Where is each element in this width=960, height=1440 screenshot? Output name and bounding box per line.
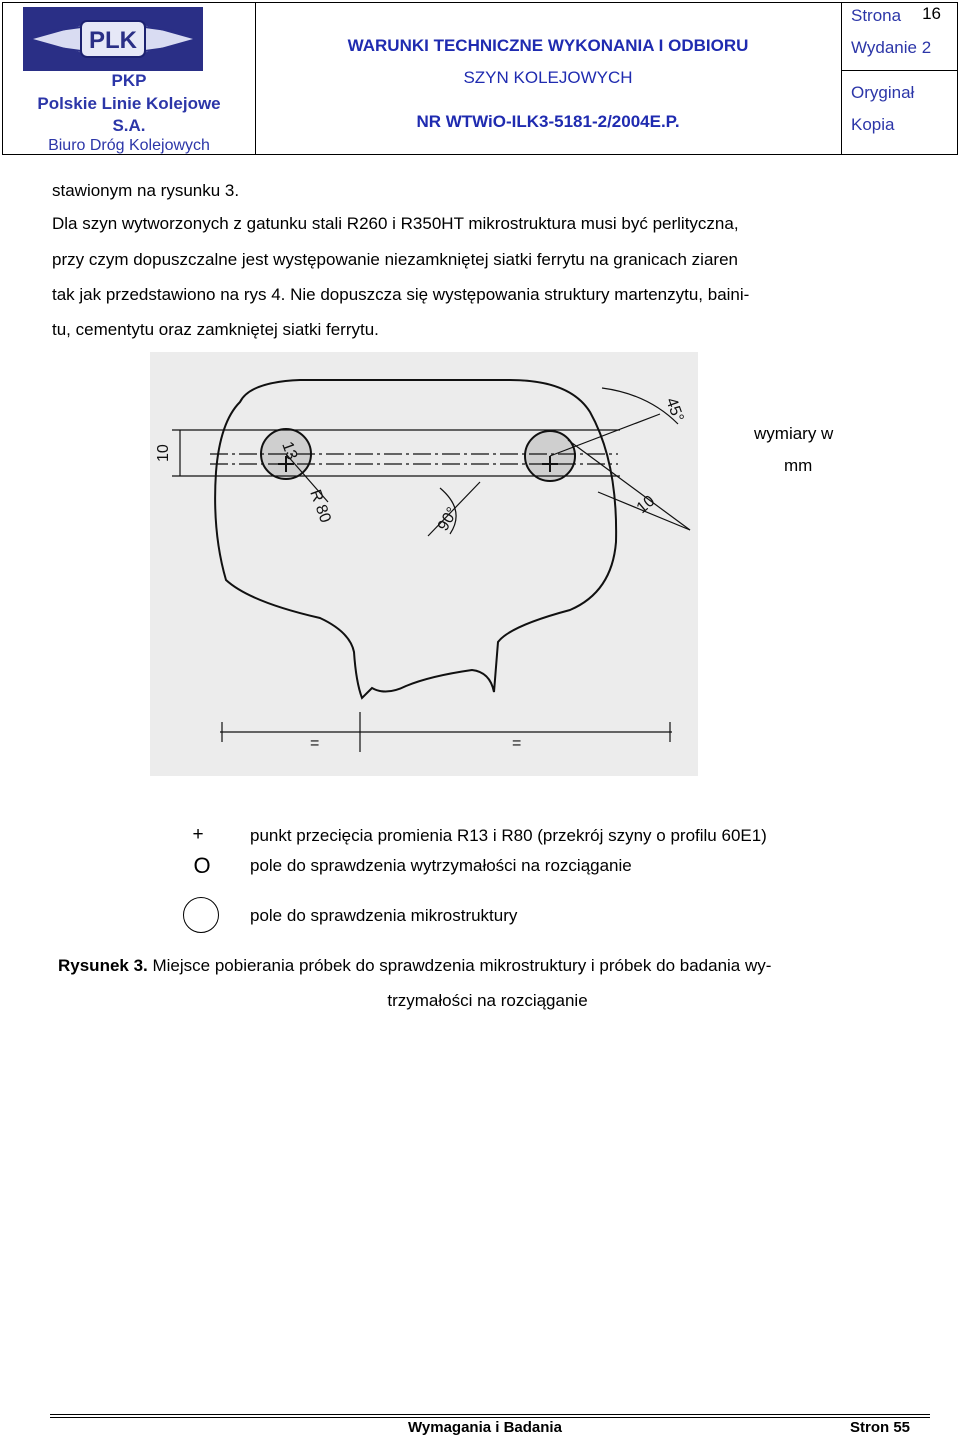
logo-text: PLK xyxy=(89,27,137,54)
caption-text-line2: trzymałości na rozciąganie xyxy=(387,991,588,1010)
plk-logo xyxy=(23,7,203,71)
doc-title: WARUNKI TECHNICZNE WYKONANIA I ODBIORU xyxy=(347,36,749,55)
org-sa: S.A. xyxy=(112,116,146,135)
doc-subtitle: SZYN KOLEJOWYCH xyxy=(463,68,633,87)
dim-10-left-label: 10 xyxy=(155,444,172,462)
legend-plus-symbol: + xyxy=(192,824,204,845)
copy-label: Kopia xyxy=(851,115,895,134)
body-line-2: Dla szyn wytworzonych z gatunku stali R260 i R350HT mikrostruktura musi być perlityczna, xyxy=(52,214,739,233)
caption-text-line1: Miejsce pobierania próbek do sprawdzenia mikrostruktury i próbek do badania wy- xyxy=(147,956,772,975)
header-title-cell xyxy=(255,3,842,154)
body-line-4: tak jak przedstawiono na rys 4. Nie dopuszcza się występowania struktury martenzytu, baini- xyxy=(52,285,750,304)
page-info xyxy=(841,3,957,71)
org-name: Polskie Linie Kolejowe xyxy=(37,94,221,113)
dim-10-right-label: 10 xyxy=(633,492,659,518)
legend-plus-text: punkt przecięcia promienia R13 i R80 (przekrój szyny o profilu 60E1) xyxy=(250,826,767,845)
figure-caption xyxy=(58,949,928,983)
footer-section: Wymagania i Badania xyxy=(408,1419,562,1436)
edition: Wydanie 2 xyxy=(851,38,932,57)
header-meta-cell xyxy=(841,3,957,154)
org-division: Biuro Dróg Kolejowych xyxy=(48,137,210,154)
page-number: 16 xyxy=(922,4,941,23)
caption-line-2-wrap xyxy=(0,984,960,1018)
footer-page-count: Stron 55 xyxy=(850,1419,911,1436)
rail-cross-section-drawing xyxy=(150,352,698,776)
caption-label: Rysunek 3. xyxy=(58,956,148,975)
units-note-line1: wymiary w xyxy=(754,424,834,443)
rail-profile-svg xyxy=(150,352,698,776)
legend-circle-text: pole do sprawdzenia mikrostruktury xyxy=(250,906,518,925)
body-line-3: przy czym dopuszczalne jest występowanie niezamkniętej siatki ferrytu na granicach ziaren xyxy=(52,250,738,269)
units-note-line2: mm xyxy=(784,456,813,475)
doc-number: NR WTWiO-ILK3-5181-2/2004E.P. xyxy=(416,112,680,131)
dim-13-label: 13 xyxy=(278,439,301,463)
legend-o-text: pole do sprawdzenia wytrzymałości na rozciąganie xyxy=(250,856,632,875)
page-label: Strona xyxy=(851,6,902,25)
dim-45-label: 45° xyxy=(662,395,687,425)
dim-r80-label: R 80 xyxy=(306,487,334,526)
winged-logo-icon xyxy=(23,7,203,71)
footer-rule xyxy=(50,1414,930,1415)
header-org-cell xyxy=(3,3,256,154)
dim-90-label: 90° xyxy=(434,504,462,534)
footer-rule-2 xyxy=(50,1417,930,1418)
legend-o-symbol: O xyxy=(193,853,211,878)
legend-circle-icon xyxy=(183,897,219,933)
body-line-1: stawionym na rysunku 3. xyxy=(52,181,240,200)
original-label: Oryginał xyxy=(851,83,915,102)
org-pkp: PKP xyxy=(111,71,147,90)
rail-head-outline xyxy=(215,380,616,698)
equal-right-mark: = xyxy=(512,735,522,752)
equal-left-mark: = xyxy=(310,735,320,752)
body-line-5: tu, cementytu oraz zamkniętej siatki ferrytu. xyxy=(52,320,379,339)
document-header xyxy=(2,2,958,155)
